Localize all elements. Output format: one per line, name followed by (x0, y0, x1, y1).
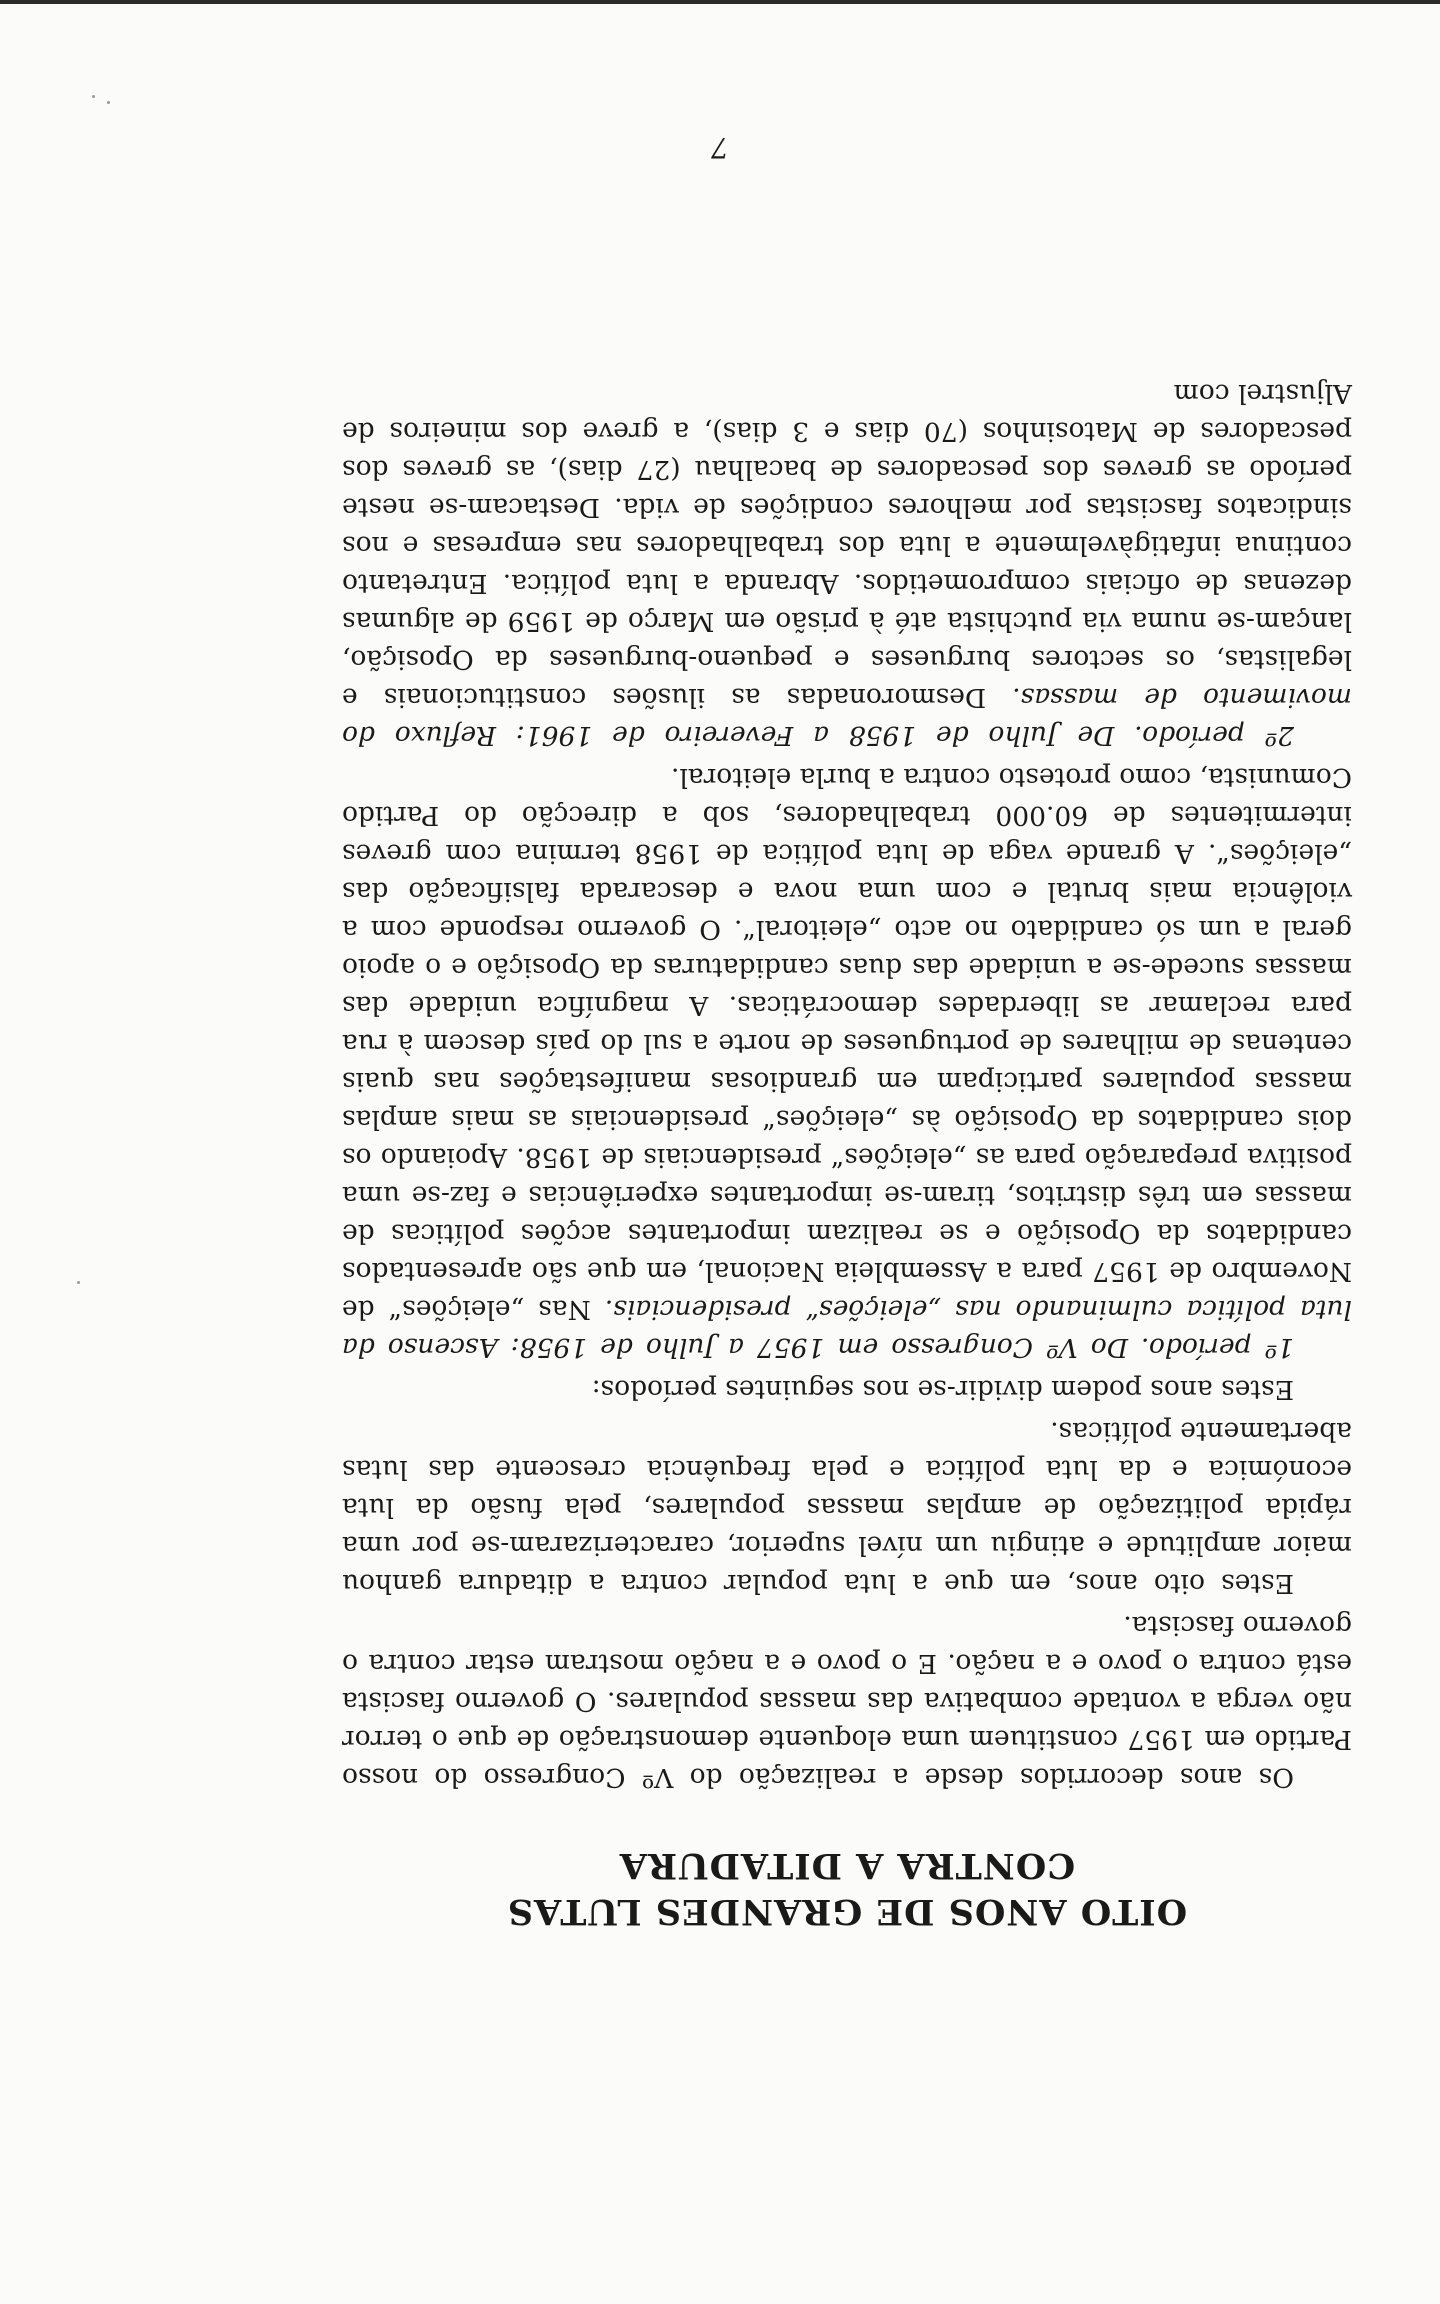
scan-speck (77, 1281, 80, 1284)
page-number: 7 (711, 131, 729, 164)
second-period-text: Desmoronadas as ilusões constitucionais e legalistas, os sectores burgueses e pequeno-burgueses da Oposição, lançam-se numa via putchista até à prisão em Março de 1959 de algumas dezenas de oficiais comprometidos. Abranda a luta política. Entretanto continua infatigàvelmente a luta dos trabalhadores nas empresas e nos sindicatos fascistas por melhores condições de vida. Destacam-se neste período as greves dos pescadores de bacalhau (27 dias), as greves dos pescadores de Matosinhos (70 dias e 3 dias), a greve dos mineiros de Aljustrel com (341, 378, 1352, 713)
document-title: OITO ANOS DE GRANDES LUTAS (506, 1891, 1188, 1932)
document-body (342, 374, 1352, 1934)
paragraph-second-period (342, 374, 1352, 754)
paragraph-first-period (342, 758, 1352, 1366)
paragraph-intro: Os anos decorridos desde a realização do Vº Congresso do nosso Partido em 1957 constituem uma eloquente demonstração de que o terror não verga a vontade combativa das massas populares. O governo fascista está contra o povo e a nação. E o povo e a nação mostram estar contra o governo fascista. (342, 1610, 1352, 1793)
document-subtitle: CONTRA A DITADURA (618, 1845, 1076, 1886)
scan-edge-line (0, 0, 1440, 4)
first-period-heading: 1º período. Do Vº Congresso em 1957 a Julho de 1958: Ascenso da luta política culminando nas „eleições“ presidenciais. (342, 1294, 1352, 1363)
second-period-heading: 2º período. De Julho de 1958 a Fevereiro de 1961: Refluxo do movimento de massas. (342, 682, 1352, 751)
scan-speck (92, 95, 95, 98)
paragraph-eight-years: Estes oito anos, em que a luta popular contra a ditadura ganhou maior amplitude e atingiu um nível superior, caracterizaram-se por uma rápida politização de amplas massas populares, pela fusão da luta económica e da luta política e pela frequência crescente das lutas abertamente políticas. (342, 1416, 1352, 1599)
paragraph-periods-intro: Estes anos podem dividir-se nos seguintes períodos: (591, 1374, 1294, 1405)
first-period-text: Nas „eleições“ de Novembro de 1957 para a Assembleia Nacional, em que são apresentados candidatos da Oposição e se realizam importantes acções políticas de massas em três distritos, tiram-se importantes experiências e faz-se uma positiva preparação para as „eleições“ presidenciais de 1958. Apoiando os dois candidatos da Oposição às „eleições“ presidenciais as mais amplas massas populares participam em grandiosas manifestações nas quais centenas de milhares de portugueses de norte a sul do país descem à rua para reclamar as liberdades democráticas. A magnífica unidade das massas sucede-se a unidade das duas candidaturas da Oposição e o apoio geral a um só candidato no acto „eleitoral“. O governo responde com a violência mais brutal e com uma nova e descarada falsificação das „eleições“. A grande vaga de luta política de 1958 termina com greves intermitentes de 60.000 trabalhadores, sob a direcção do Partido Comunista, como protesto contra a burla eleitoral. (342, 762, 1352, 1325)
scan-speck (107, 101, 110, 104)
